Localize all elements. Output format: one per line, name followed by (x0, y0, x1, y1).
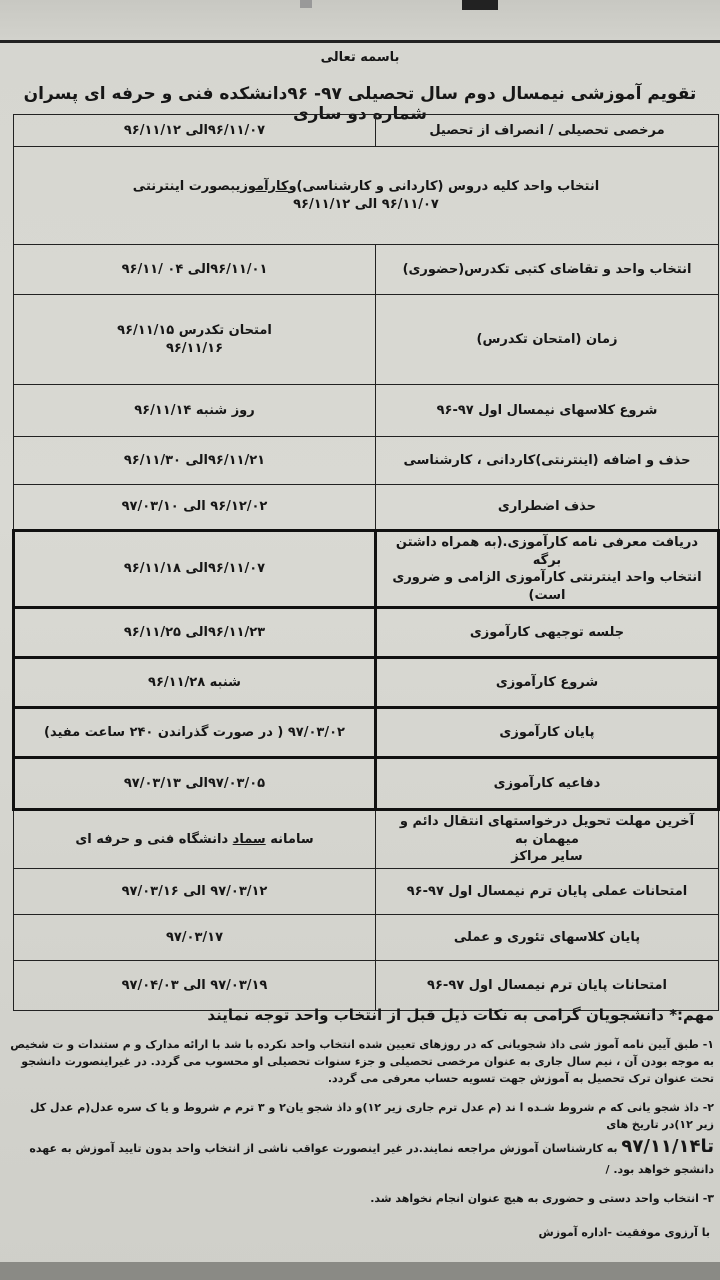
row-label-line-1: دریافت معرفی نامه کارآموزی.(به همراه داشتن برگه (395, 535, 699, 568)
table-row-merged (14, 147, 719, 245)
row-value: ۹۶/۱۱/۰۱الی ۰۴ /۹۶/۱۱ (14, 245, 376, 295)
row-value: ۹۷/۰۳/۱۲ الی ۹۷/۰۳/۱۶ (14, 868, 376, 914)
row-label: مرخصی تحصیلی / انصراف از تحصیل (376, 115, 719, 147)
table-row-internship (14, 758, 719, 810)
note-item-3: ۳- انتخاب واحد دستی و حضوری به هیچ عنوان انجام نخواهد شد. (370, 1192, 714, 1206)
row-value: روز شنبه ۹۶/۱۱/۱۴ (14, 385, 376, 437)
row-value-underlined: سماد (232, 831, 266, 847)
row-value: شنبه ۹۶/۱۱/۲۸ (14, 658, 376, 708)
bottom-edge (0, 1262, 720, 1280)
row-value-line-1: امتحان تکدرس ۹۶/۱۱/۱۵ (117, 322, 272, 338)
row-label: حذف و اضافه (اینترنتی)کاردانی ، کارشناسی (376, 437, 719, 485)
row-label: پایان کلاسهای تئوری و عملی (376, 914, 719, 960)
table-row-internship (14, 531, 719, 608)
merged-line-1-pre: انتخاب واحد کلیه دروس (کاردانی و کارشناسی)و (288, 178, 600, 194)
row-label: امتحانات پایان ترم نیمسال اول ۹۷-۹۶ (376, 960, 719, 1010)
notes-heading: مهم:* دانشجویان گرامی به نکات ذیل قبل از انتخاب واحد توجه نمایند (207, 1006, 714, 1024)
row-label: امتحانات عملی پایان ترم نیمسال اول ۹۷-۹۶ (376, 868, 719, 914)
row-value: ۹۶/۱۱/۰۷الی ۹۶/۱۱/۱۸ (14, 531, 376, 608)
row-label (376, 810, 719, 869)
row-label-line-2: انتخاب واحد اینترنتی کارآموزی الزامی و ضروری است) (392, 570, 702, 603)
table-row (14, 485, 719, 531)
table-row (14, 960, 719, 1010)
table-row (14, 868, 719, 914)
row-label: انتخاب واحد و تقاضای کتبی تکدرس(حضوری) (376, 245, 719, 295)
row-label: شروع کارآموزی (376, 658, 719, 708)
merged-line-1-underlined: کارآموزی (235, 178, 289, 194)
row-label: حذف اضطراری (376, 485, 719, 531)
table-row-internship (14, 708, 719, 758)
note-item-2 (10, 1099, 714, 1178)
top-background (0, 0, 720, 40)
table-row-internship (14, 608, 719, 658)
merged-line-1 (20, 178, 712, 196)
table-row (14, 295, 719, 385)
note-item-1: ۱- طبق آیین نامه آموز شی داذ شجویانی که در روزهای تعیین شده انتخاب واحد نکرده با شد با ارائه مدارک و م ستندات و ت شخیص به موجه بودن آن ، نیم سال جاری به عنوان مرخصی تحصیلی و جزء سنوات تحصیلی او محسوب می گردد. در غیراینصورت دانشجو تحت عنوان ترک تحصیل به آموزش جهت تسویه حساب معرفی می گردد. (10, 1038, 714, 1086)
dark-mark (462, 0, 498, 10)
merged-line-2: ۹۶/۱۱/۰۷ الی ۹۶/۱۱/۱۲ (293, 196, 439, 212)
merged-cell (14, 147, 719, 245)
row-value (14, 810, 376, 869)
table-row-internship (14, 658, 719, 708)
note-item-2-date: تا۹۷/۱۱/۱۴ (621, 1136, 714, 1158)
page-title: تقویم آموزشی نیمسال دوم سال تحصیلی ۹۷- ۹۶دانشکده فنی و حرفه ای پسران شماره دو ساری (23, 84, 697, 124)
row-value: ۹۶/۱۲/۰۲ الی ۹۷/۰۳/۱۰ (14, 485, 376, 531)
table-row (14, 810, 719, 869)
note-item-2-part-b: به کارشناسان آموزش مراجعه نمایند.در غیر اینصورت عواقب ناشی از انتخاب واحد بدون تایید آموزش به عهده دانشجو خواهد بود. / (29, 1142, 714, 1177)
row-value: ۹۶/۱۱/۰۷الی ۹۶/۱۱/۱۲ (14, 115, 376, 147)
row-value: ۹۷/۰۳/۱۹ الی ۹۷/۰۴/۰۳ (14, 960, 376, 1010)
table-row (14, 115, 719, 147)
row-value: ۹۷/۰۳/۰۲ ( در صورت گذراندن ۲۴۰ ساعت مفید) (14, 708, 376, 758)
note-item-2-part-a: ۲- داذ شجو یانی که م شروط شـده ا ند (م عدل ترم جاری زیر ۱۲)و داذ شجو یان۲ و ۳ ترم م شروط و یا ک سره عدل(م عدل کل زیر ۱۲)در تاریخ های (29, 1101, 714, 1132)
row-value-post: دانشگاه فنی و حرفه ای (75, 831, 233, 847)
row-value: ۹۷/۰۳/۱۷ (14, 914, 376, 960)
row-label: جلسه توجیهی کارآموزی (376, 608, 719, 658)
merged-line-1-post: بصورت اینترنتی (132, 178, 236, 194)
row-value: ۹۶/۱۱/۲۱الی ۹۶/۱۱/۳۰ (14, 437, 376, 485)
academic-calendar-table (12, 114, 720, 1011)
table-row (14, 385, 719, 437)
row-label: زمان (امتحان تکدرس) (376, 295, 719, 385)
row-value-line-2: ۹۶/۱۱/۱۶ (165, 340, 224, 356)
important-notes (10, 1006, 714, 1207)
signoff: با آرزوی موفقیت -اداره آموزش (538, 1226, 710, 1239)
bismillah-heading: باسمه تعالی (320, 50, 400, 65)
row-label: پایان کارآموزی (376, 708, 719, 758)
row-label: دفاعیه کارآموزی (376, 758, 719, 810)
row-label (376, 531, 719, 608)
table-row (14, 437, 719, 485)
row-value-pre: سامانه (265, 831, 314, 847)
table-row (14, 914, 719, 960)
table-row (14, 245, 719, 295)
top-rule (0, 40, 720, 43)
row-label: شروع کلاسهای نیمسال اول ۹۷-۹۶ (376, 385, 719, 437)
row-value: ۹۶/۱۱/۲۳الی ۹۶/۱۱/۲۵ (14, 608, 376, 658)
row-label-line-2: سایر مراکز (511, 849, 583, 865)
row-value: ۹۷/۰۳/۰۵الی ۹۷/۰۳/۱۳ (14, 758, 376, 810)
row-value (14, 295, 376, 385)
row-label-line-1: آخرین مهلت تحویل درخواستهای انتقال دائم و میهمان به (399, 814, 695, 847)
faint-mark (300, 0, 312, 8)
